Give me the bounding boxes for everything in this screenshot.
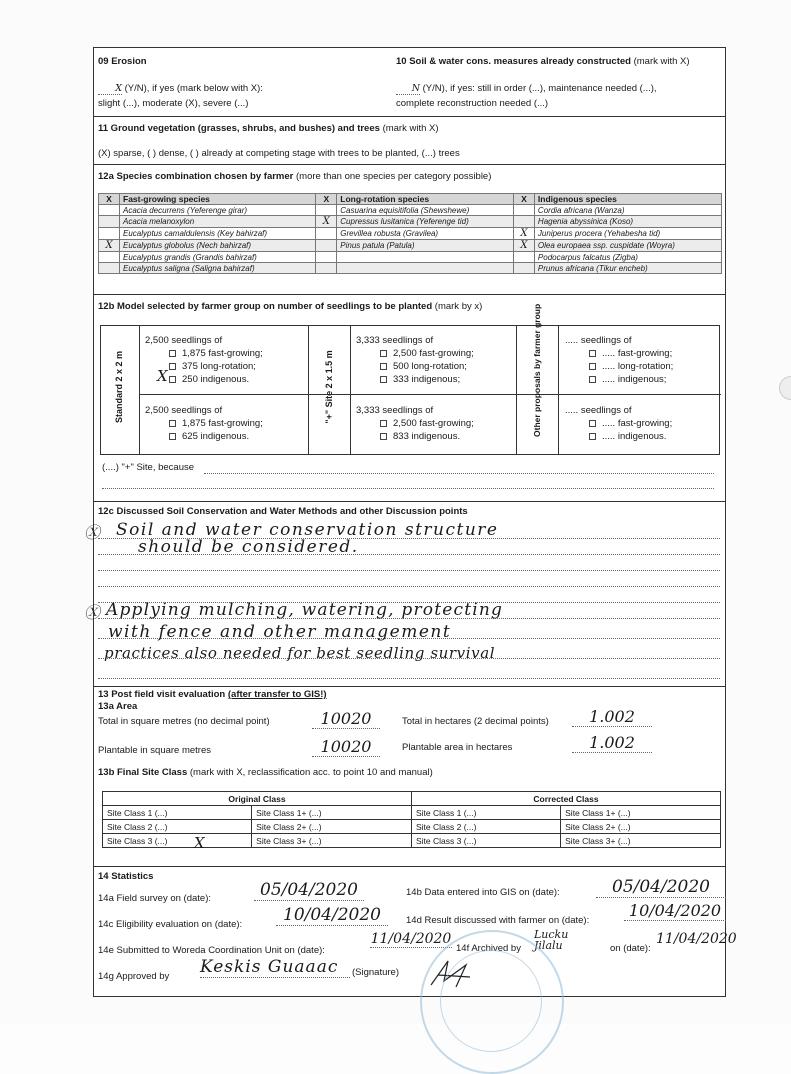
s13-title: 13 Post field visit evaluation [98, 689, 226, 700]
plant-ha-value: 1.002 [572, 733, 652, 753]
std-option-a [145, 334, 263, 386]
checkbox[interactable] [380, 363, 387, 370]
species-name-cell: Grevillea robusta (Gravilea) [337, 228, 514, 240]
species-header-x1: X [99, 194, 120, 205]
plus-b-head: 3,333 seedlings of [356, 405, 434, 416]
species-mark-cell[interactable] [513, 263, 534, 274]
s14e-label: 14e Submitted to Woreda Coordination Unit on (date): [98, 945, 325, 956]
checkbox[interactable] [589, 420, 596, 427]
std-a-l1 [145, 347, 263, 360]
s10-title-wrap [396, 56, 690, 67]
s12a-title-wrap [98, 171, 491, 182]
checkbox[interactable] [380, 350, 387, 357]
site-class-cell[interactable]: Site Class 2 (...) [411, 820, 560, 834]
species-row [99, 228, 722, 240]
class-row [103, 820, 721, 834]
s14e-value: 11/04/2020 [370, 931, 452, 947]
note-2-line-3: practices also needed for best seedling survival [104, 644, 496, 662]
because-line [204, 473, 714, 474]
s14a-value: 05/04/2020 [254, 880, 364, 901]
other-proposals-label: Other proposals by farmer group [532, 303, 542, 437]
plus-a-head: 3,333 seedlings of [356, 335, 434, 346]
s14c-label: 14c Eligibility evaluation on (date): [98, 919, 243, 930]
s11-title-suffix: (mark with X) [382, 123, 439, 134]
checkbox[interactable] [169, 376, 176, 383]
plus-a-l2 [356, 360, 474, 373]
species-table [98, 193, 722, 274]
oth-b-head: ..... seedlings of [565, 405, 632, 416]
s09-answer-line [98, 83, 263, 95]
site-class-cell[interactable]: Site Class 1+ (...) [252, 806, 412, 820]
s13b-title: 13b Final Site Class [98, 767, 188, 778]
std-b-l1-text: 1,875 fast-growing; [182, 418, 263, 429]
species-mark-cell[interactable]: X [99, 240, 120, 252]
species-name-cell: Eucalyptus globolus (Nech bahirzaf) [120, 240, 316, 252]
plus-b-l2-text: 833 indigenous. [393, 431, 461, 442]
standard-label: Standard 2 x 2 m [114, 350, 124, 424]
species-mark-cell[interactable]: X [513, 240, 534, 252]
species-name-cell: Cordia africana (Wanza) [534, 205, 721, 216]
site-class-cell[interactable]: Site Class 3 (...) [103, 834, 252, 848]
oth-a-l2 [565, 360, 673, 373]
oth-b-l1 [565, 417, 672, 430]
section-14 [94, 866, 737, 998]
species-name-cell: Olea europaea ssp. cuspidate (Woyra) [534, 240, 721, 252]
other-option-a [565, 334, 673, 386]
std-a-l2-text: 375 long-rotation; [182, 361, 256, 372]
oth-a-l1 [565, 347, 673, 360]
species-mark-cell[interactable] [316, 205, 337, 216]
plus-a-l2-text: 500 long-rotation; [393, 361, 467, 372]
s10-line2: complete reconstruction needed (...) [396, 98, 549, 109]
s12c-title: 12c Discussed Soil Conservation and Water Methods and other Discussion points [98, 506, 468, 517]
checkbox[interactable] [169, 350, 176, 357]
species-name-cell: Acacia melanoxylon [120, 216, 316, 228]
std-b-head: 2,500 seedlings of [145, 405, 223, 416]
plus-b-l1-text: 2,500 fast-growing; [393, 418, 474, 429]
form [84, 47, 737, 997]
s10-line1: (Y/N), if yes: still in order (...), maintenance needed (...), [422, 83, 657, 94]
plus-site-label: "+" Site 2 x 1.5 m [324, 350, 334, 424]
species-name-cell: Juniperus procera (Yehabesha tid) [534, 228, 721, 240]
s13a-title: 13a Area [98, 701, 138, 712]
s09-line1: (Y/N), if yes (mark below with X): [124, 83, 263, 94]
checkbox[interactable] [589, 376, 596, 383]
species-name-cell: Hagenia abyssinica (Koso) [534, 216, 721, 228]
s14g-value: Keskis Guaaac [200, 957, 350, 978]
oth-a-l1-text: ..... fast-growing; [602, 348, 673, 359]
plus-option-b [356, 404, 474, 443]
note-1-bullet-icon: Ⓧ [84, 523, 101, 542]
species-header-row [99, 194, 722, 205]
species-name-cell [337, 263, 514, 274]
s13b-title-wrap [98, 767, 433, 778]
plus-a-l1-text: 2,500 fast-growing; [393, 348, 474, 359]
species-mark-cell[interactable]: X [316, 216, 337, 228]
species-row [99, 216, 722, 228]
total-sqm-label: Total in square metres (no decimal point) [98, 716, 270, 727]
s14f-label: 14f Archived by [456, 943, 521, 954]
plus-a-l3-text: 333 indigenous; [393, 374, 461, 385]
official-stamp-inner-icon [440, 950, 542, 1052]
species-mark-cell[interactable] [99, 216, 120, 228]
species-mark-cell[interactable] [513, 252, 534, 263]
s11-title: 11 Ground vegetation (grasses, shrubs, and bushes) and trees [98, 123, 380, 134]
species-row [99, 205, 722, 216]
s11-line: (X) sparse, ( ) dense, ( ) already at competing stage with trees to be planted, (...) trees [98, 148, 460, 159]
species-mark-cell[interactable] [99, 205, 120, 216]
plus-a-l1 [356, 347, 474, 360]
species-mark-cell[interactable] [99, 252, 120, 263]
std-a-l3-text: 250 indigenous. [182, 374, 250, 385]
checkbox[interactable] [169, 433, 176, 440]
because-line-2 [102, 488, 714, 489]
corrected-class-header: Corrected Class [411, 792, 720, 806]
species-name-cell [337, 252, 514, 263]
std-a-l3 [145, 367, 263, 386]
note-1-line-1: Soil and water conservation structure [116, 520, 499, 540]
s14b-label: 14b Data entered into GIS on (date): [406, 887, 560, 898]
class-row [103, 806, 721, 820]
species-header-x2: X [316, 194, 337, 205]
class-header-row [103, 792, 721, 806]
total-ha-value: 1.002 [572, 707, 652, 727]
checkbox[interactable] [169, 363, 176, 370]
s12b-title-suffix: (mark by x) [434, 301, 483, 312]
oth-a-l3-text: ..... indigenous; [602, 374, 667, 385]
s14d-label: 14d Result discussed with farmer on (date): [406, 915, 590, 926]
plus-b-l1 [356, 417, 474, 430]
signature-label: (Signature) [352, 967, 399, 978]
site-class-cell[interactable]: Site Class 2+ (...) [561, 820, 721, 834]
note-2-line-2: with fence and other management [108, 622, 452, 642]
std-a-head: 2,500 seedlings of [145, 335, 223, 346]
species-name-cell: Eucalyptus grandis (Grandis bahirzaf) [120, 252, 316, 263]
s10-answer: N [396, 83, 420, 95]
site-class-cell[interactable]: Site Class 1+ (...) [561, 806, 721, 820]
plus-b-l2 [356, 430, 474, 443]
s14f-name: Lucku Jilalu [534, 928, 569, 952]
species-header-long: Long-rotation species [337, 194, 514, 205]
species-name-cell: Podocarpus falcatus (Zigba) [534, 252, 721, 263]
s14b-value: 05/04/2020 [596, 877, 726, 898]
s12a-title-suffix: (more than one species per category possible) [296, 171, 492, 182]
oth-a-l3 [565, 373, 673, 386]
plus-a-l3 [356, 373, 474, 386]
checkbox[interactable] [589, 433, 596, 440]
species-mark-cell[interactable] [513, 205, 534, 216]
species-mark-cell[interactable]: X [513, 228, 534, 240]
s10-title: 10 Soil & water cons. measures already constructed [396, 56, 631, 67]
s10-answer-line [396, 83, 657, 95]
s14d-value: 10/04/2020 [624, 901, 726, 921]
species-row [99, 240, 722, 252]
site-class-cell[interactable]: Site Class 1 (...) [411, 806, 560, 820]
section-12b [94, 294, 725, 501]
plus-site-because: (....) "+" Site, because [102, 462, 195, 473]
s11-title-wrap [98, 123, 439, 134]
punch-hole-icon [779, 376, 791, 400]
s09-title: 09 Erosion [98, 56, 147, 67]
section-11 [94, 116, 725, 164]
plant-sqm-label: Plantable in square metres [98, 745, 212, 756]
checkbox[interactable] [380, 433, 387, 440]
total-sqm-value: 10020 [312, 709, 380, 729]
site-class-cell[interactable]: Site Class 3+ (...) [252, 834, 412, 848]
species-name-cell: Pinus patula (Patula) [337, 240, 514, 252]
species-mark-cell[interactable] [316, 228, 337, 240]
plus-option-a [356, 334, 474, 386]
species-mark-cell[interactable] [99, 263, 120, 274]
species-mark-cell[interactable] [316, 252, 337, 263]
std-a-l1-text: 1,875 fast-growing; [182, 348, 263, 359]
species-mark-cell[interactable] [316, 263, 337, 274]
s12b-title-wrap [98, 301, 482, 312]
site-class-cell[interactable]: Site Class 3+ (...) [561, 834, 721, 848]
s14f-value: 11/04/2020 [656, 931, 737, 947]
site-class-cell[interactable]: Site Class 3 (...) [411, 834, 560, 848]
oth-a-l2-text: ..... long-rotation; [602, 361, 674, 372]
other-option-b [565, 404, 672, 443]
site-class-cell[interactable]: Site Class 2+ (...) [252, 820, 412, 834]
checkbox[interactable] [169, 420, 176, 427]
checkbox[interactable] [589, 350, 596, 357]
site-class-cell[interactable]: Site Class 1 (...) [103, 806, 252, 820]
plant-ha-label: Plantable area in hectares [402, 742, 513, 753]
species-name-cell: Prunus africana (Tikur encheb) [534, 263, 721, 274]
s14a-label: 14a Field survey on (date): [98, 893, 212, 904]
species-name-cell: Eucalyptus camaldulensis (Key bahirzaf) [120, 228, 316, 240]
std-option-b [145, 404, 263, 443]
checkbox[interactable] [380, 420, 387, 427]
class3-mark: X [194, 834, 205, 852]
s14g-label: 14g Approved by [98, 971, 170, 982]
std-mark: X [157, 367, 168, 385]
oth-b-l1-text: ..... fast-growing; [602, 418, 673, 429]
note-2-bullet-icon: Ⓧ [84, 603, 101, 622]
total-ha-label: Total in hectares (2 decimal points) [402, 716, 549, 727]
s09-line2: slight (...), moderate (X), severe (...) [98, 98, 249, 109]
species-row [99, 252, 722, 263]
species-mark-cell[interactable] [316, 240, 337, 252]
note-1-line-2: should be considered. [138, 537, 359, 557]
checkbox[interactable] [589, 363, 596, 370]
original-class-header: Original Class [103, 792, 412, 806]
section-12c [84, 501, 725, 686]
s14c-value: 10/04/2020 [276, 905, 388, 926]
oth-b-l2-text: ..... indigenous. [602, 431, 667, 442]
std-b-l2-text: 625 indigenous. [182, 431, 250, 442]
oth-b-l2 [565, 430, 672, 443]
s12b-title: 12b Model selected by farmer group on number of seedlings to be planted [98, 301, 433, 312]
species-header-fast: Fast-growing species [120, 194, 316, 205]
std-b-l2 [145, 430, 263, 443]
s10-title-suffix: (mark with X) [633, 56, 690, 67]
std-b-l1 [145, 417, 263, 430]
species-name-cell: Eucalyptus saligna (Saligna bahirzaf) [120, 263, 316, 274]
species-row [99, 263, 722, 274]
s14f-on: on (date): [610, 943, 651, 954]
s13-title-wrap [98, 689, 327, 700]
note-2-line-1: Applying mulching, watering, protecting [106, 600, 504, 620]
plant-sqm-value: 10020 [312, 737, 380, 757]
species-name-cell: Acacia decurrens (Yeferenge girar) [120, 205, 316, 216]
oth-a-head: ..... seedlings of [565, 335, 632, 346]
s14-title: 14 Statistics [98, 871, 154, 882]
species-header-indigenous: Indigenous species [534, 194, 721, 205]
checkbox[interactable] [380, 376, 387, 383]
species-mark-cell[interactable] [99, 228, 120, 240]
s13b-title-suffix: (mark with X, reclassification acc. to point 10 and manual) [189, 767, 433, 778]
species-name-cell: Cupressus lusitanica (Yeferenge tid) [337, 216, 514, 228]
species-header-x3: X [513, 194, 534, 205]
s09-answer: X [98, 83, 122, 95]
s12a-title: 12a Species combination chosen by farmer [98, 171, 294, 182]
species-mark-cell[interactable] [513, 216, 534, 228]
site-class-cell[interactable]: Site Class 2 (...) [103, 820, 252, 834]
species-name-cell: Casuarina equisitifolia (Shewshewe) [337, 205, 514, 216]
s13-title-suffix: (after transfer to GIS!) [227, 689, 327, 700]
